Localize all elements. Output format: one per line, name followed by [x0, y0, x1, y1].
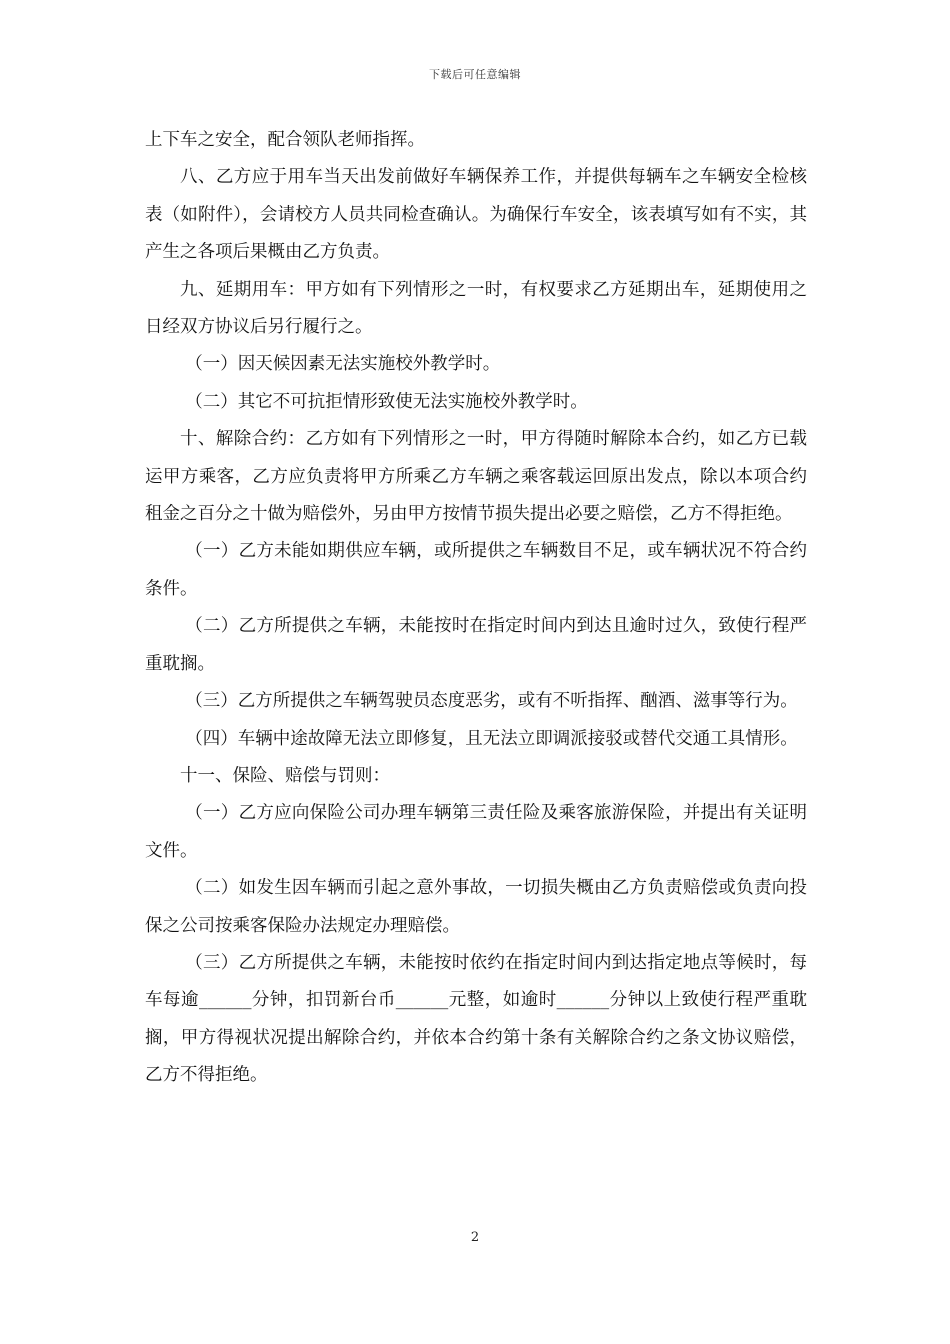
clause-10: 十、解除合约：乙方如有下列情形之一时，甲方得随时解除本合约，如乙方已载运甲方乘客，乙方应负责将甲方所乘乙方车辆之乘客载运回原出发点，除以本项合约租金之百分之十做为赔偿外，另由甲方按情节损失提出必要之赔偿，乙方不得拒绝。 [145, 429, 807, 525]
clause-9-item-2: （二）其它不可抗拒情形致使无法实施校外教学时。 [185, 391, 588, 412]
clause-11-item-1: （一）乙方应向保险公司办理车辆第三责任险及乘客旅游保险，并提出有关证明文件。 [145, 803, 807, 861]
clause-10-item-1: （一）乙方未能如期供应车辆，或所提供之车辆数目不足，或车辆状况不符合约条件。 [145, 541, 807, 599]
paragraph-continuation: 上下车之安全，配合领队老师指挥。 [145, 130, 425, 150]
clause-10-item-4: （四）车辆中途故障无法立即修复，且无法立即调派接驳或替代交通工具情形。 [185, 728, 798, 749]
clause-10-item-2: （二）乙方所提供之车辆，未能按时在指定时间内到达且逾时过久，致使行程严重耽搁。 [145, 616, 807, 674]
clause-10-item-3: （三）乙方所提供之车辆驾驶员态度恶劣，或有不听指挥、酗酒、滋事等行为。 [185, 691, 798, 712]
page-number: 2 [470, 1230, 480, 1245]
clause-11-item-3: （三）乙方所提供之车辆，未能按时依约在指定时间内到达指定地点等候时，每车每逾______分钟，扣罚新台币______元整，如逾时______分钟以上致使行程严重耽搁，甲方得视状况提出解除合约，并依本合约第十条有关解除合约之条文协议赔偿，乙方不得拒绝。 [145, 952, 807, 1086]
clause-11: 十一、保险、赔偿与罚则： [180, 765, 390, 786]
clause-11-item-2: （二）如发生因车辆而引起之意外事故，一切损失概由乙方负责赔偿或负责向投保之公司按乘客保险办法规定办理赔偿。 [145, 878, 807, 936]
clause-9: 九、延期用车：甲方如有下列情形之一时，有权要求乙方延期出车，延期使用之日经双方协议后另行履行之。 [145, 279, 807, 338]
clause-8: 八、乙方应于用车当天出发前做好车辆保养工作，并提供每辆车之车辆安全检核表（如附件），会请校方人员共同检查确认。为确保行车安全，该表填写如有不实，其产生之各项后果概由乙方负责。 [145, 167, 807, 263]
document-body [145, 122, 807, 1095]
page-header: 下载后可任意编辑 [429, 68, 521, 81]
clause-9-item-1: （一）因天候因素无法实施校外教学时。 [185, 354, 501, 375]
